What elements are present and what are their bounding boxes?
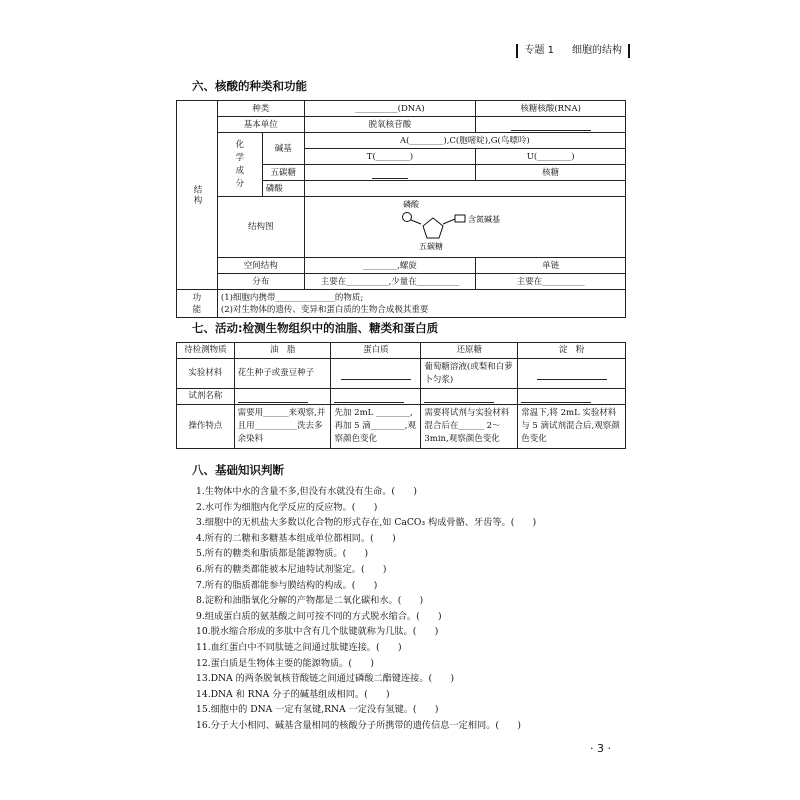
judgment-item: 6.所有的糖类都能被本尼迪特试剂鉴定。( ) <box>196 563 387 575</box>
detection-table <box>176 342 626 449</box>
structure-label: 结构 <box>177 101 218 290</box>
chapter-label: 细胞的结构 <box>572 45 622 56</box>
material-label: 实验材料 <box>177 359 235 389</box>
reagent-sugar-blank <box>421 389 518 405</box>
reagent-protein-blank <box>331 389 421 405</box>
judgment-item: 8.淀粉和油脂氧化分解的产物都是二氧化碳和水。( ) <box>196 595 424 607</box>
acid-blank <box>304 181 625 197</box>
diagram-phosphate-label: 磷酸 <box>402 200 419 209</box>
judgment-item: 14.DNA 和 RNA 分子的碱基组成相同。( ) <box>196 688 390 700</box>
judgment-item: 3.细胞中的无机盐大多数以化合物的形式存在,如 CaCO₃ 构成骨骼、牙齿等。( ) <box>196 517 537 529</box>
judgment-item: 12.蛋白质是生物体主要的能源物质。( ) <box>196 657 374 669</box>
reagent-label: 试剂名称 <box>177 389 235 405</box>
feature-sugar: 需要将试剂与实验材料混合后在______ 2～3min,观察颜色变化 <box>421 405 518 449</box>
reagent-starch-blank <box>518 389 626 405</box>
chem-label: 化学成分 <box>217 133 262 197</box>
judgment-item: 1.生物体中水的含量不多,但没有水就没有生命。( ) <box>196 486 417 497</box>
nucleotide-diagram-cell <box>304 197 625 258</box>
judgment-item: 2.水可作为细胞内化学反应的反应物。( ) <box>196 501 378 513</box>
judgment-item: 16.分子大小相同、碱基含量相同的核酸分子所携带的遗传信息一定相同。( ) <box>196 719 521 731</box>
base-rect <box>455 215 465 222</box>
material-protein-blank <box>331 359 421 389</box>
nucleotide-diagram <box>385 198 545 252</box>
dist-label: 分布 <box>217 274 304 290</box>
judgment-item: 13.DNA 的两条脱氧核苷酸链之间通过磷酸二酯键连接。( ) <box>196 673 455 685</box>
material-starch-blank <box>518 359 626 389</box>
function-cell <box>217 290 625 318</box>
base-label: 碱基 <box>262 133 304 165</box>
unit-label: 基本单位 <box>217 117 304 133</box>
spatial-label: 空间结构 <box>217 258 304 274</box>
function-1: (1)细胞内携带______________的物质; <box>220 292 364 303</box>
base-rna: U(________) <box>476 149 626 165</box>
rna-sugar: 核糖 <box>476 165 626 181</box>
judgment-item: 9.组成蛋白质的氨基酸之间可按不同的方式脱水缩合。( ) <box>196 610 442 622</box>
material-sugar: 葡萄糖溶液(或梨和白萝卜匀浆) <box>421 359 518 389</box>
dna-kind: __________(DNA) <box>304 101 476 117</box>
base-common: A(________),C(胞嘧啶),G(鸟嘌呤) <box>304 133 625 149</box>
rna-kind: 核糖核酸(RNA) <box>476 101 626 117</box>
header-substance: 待检测物质 <box>177 343 235 359</box>
topic-label: 专题 1 <box>524 45 554 56</box>
header-starch: 淀 粉 <box>518 343 626 359</box>
header-sugar: 还原糖 <box>421 343 518 359</box>
diagram-sugar-label: 五碳糖 <box>418 242 443 251</box>
judgment-list <box>196 484 536 734</box>
reagent-oil-blank <box>234 389 331 405</box>
sugar-label: 五碳糖 <box>262 165 304 181</box>
pentose-shape <box>423 218 443 238</box>
diagram-base-label: 含氮碱基 <box>467 215 500 224</box>
page-number: · 3 · <box>590 742 611 755</box>
judgment-item: 4.所有的二糖和多糖基本组成单位都相同。( ) <box>196 532 396 544</box>
dna-dist: 主要在__________,少量在__________ <box>304 274 476 290</box>
feature-protein: 先加 2mL ________,再加 5 滴________,观察颜色变化 <box>331 405 421 449</box>
judgment-item: 15.细胞中的 DNA 一定有氢键,RNA 一定没有氢键。( ) <box>196 704 439 716</box>
judgment-item: 7.所有的脂质都能参与膜结构的构成。( ) <box>196 579 378 591</box>
dna-unit: 脱氧核苷酸 <box>304 117 476 133</box>
judgment-item: 10.脱水缩合形成的多肽中含有几个肽键就称为几肽。( ) <box>196 626 439 638</box>
function-2: (2)对生物体的遗传、变异和蛋白质的生物合成极其重要 <box>220 304 429 315</box>
rna-dist: 主要在__________ <box>476 274 626 290</box>
running-header <box>516 44 630 58</box>
feature-starch: 常温下,将 2mL 实验材料与 5 滴试剂混合后,观察颜色变化 <box>518 405 626 449</box>
section-8-title: 八、基础知识判断 <box>192 463 284 477</box>
rna-spatial: 单链 <box>476 258 626 274</box>
phosphate-circle <box>402 213 411 222</box>
struct-diagram-label: 结构图 <box>217 197 304 258</box>
judgment-item: 5.所有的糖类和脂质都是能源物质。( ) <box>196 548 369 560</box>
base-dna: T(________) <box>304 149 476 165</box>
feature-label: 操作特点 <box>177 405 235 449</box>
section-7-title: 七、活动:检测生物组织中的油脂、糖类和蛋白质 <box>192 321 439 335</box>
function-label: 功能 <box>177 290 218 318</box>
dna-sugar-blank <box>304 165 476 181</box>
section-6-title: 六、核酸的种类和功能 <box>192 79 307 93</box>
acid-label: 磷酸 <box>262 181 304 197</box>
feature-oil: 需要用______来观察,并且用__________洗去多余染料 <box>234 405 331 449</box>
material-oil: 花生种子或蚕豆种子 <box>234 359 331 389</box>
dna-spatial: ________,螺旋 <box>304 258 476 274</box>
rna-unit-blank <box>476 117 626 133</box>
header-protein: 蛋白质 <box>331 343 421 359</box>
judgment-item: 11.血红蛋白中不同肽链之间通过肽键连接。( ) <box>196 641 402 653</box>
kind-label: 种类 <box>217 101 304 117</box>
nucleic-acid-table <box>176 100 626 318</box>
header-oil: 油 脂 <box>234 343 331 359</box>
